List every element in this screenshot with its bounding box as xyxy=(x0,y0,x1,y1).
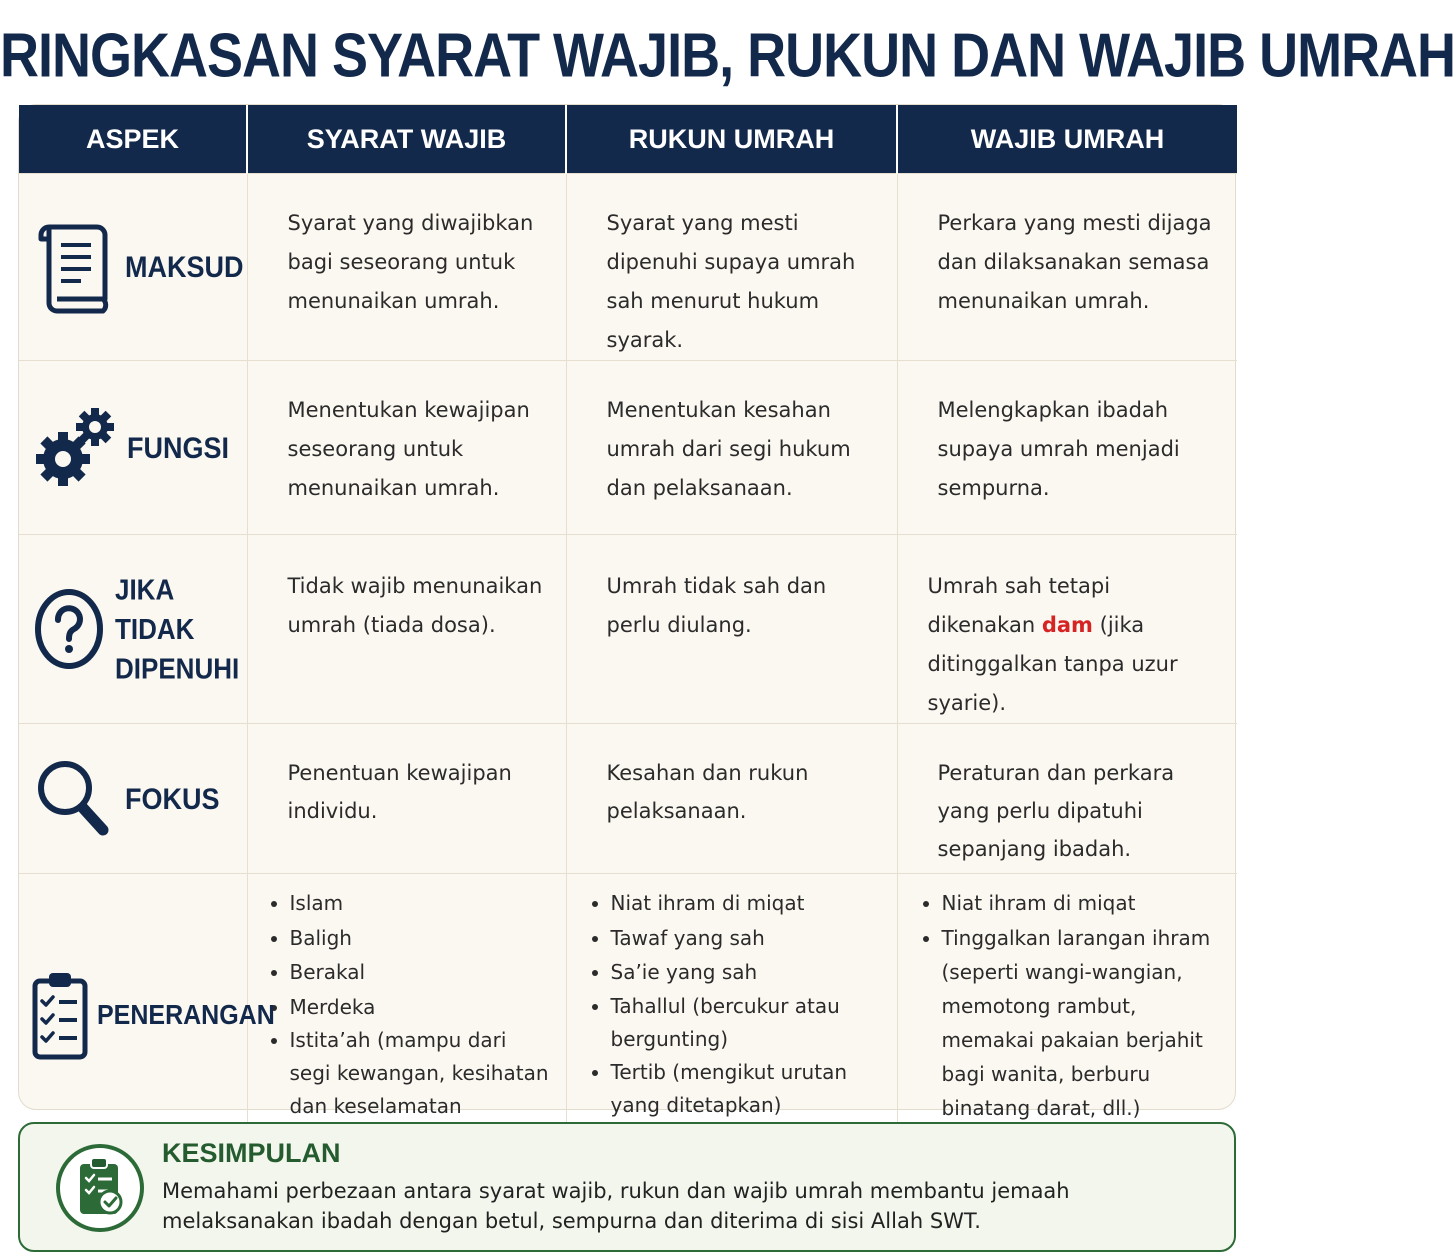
dam-highlight: dam xyxy=(1041,613,1093,637)
cell-fungsi-wajib: Melengkapkan ibadah supaya umrah menjadi sempurna. xyxy=(897,361,1237,535)
aspect-label-dipenuhi: DIPENUHI xyxy=(115,652,240,686)
cell-maksud-rukun: Syarat yang mesti dipenuhi supaya umrah sah menurut hukum syarak. xyxy=(566,174,897,361)
cell-jika-wajib-post: (jika ditinggalkan tanpa uzur syarie). xyxy=(927,613,1178,715)
table-row xyxy=(19,535,1237,724)
list-item: • Tawaf yang sah xyxy=(611,921,881,956)
clipboard-check-icon xyxy=(54,1138,146,1238)
list-rukun xyxy=(589,886,881,1122)
page-title: RINGKASAN SYARAT WAJIB, RUKUN DAN WAJIB UMRAH xyxy=(0,21,1455,91)
header-aspek: ASPEK xyxy=(19,105,247,174)
aspect-label-fokus: FOKUS xyxy=(125,782,220,815)
cell-fungsi-syarat: Menentukan kewajipan seseorang untuk menunaikan umrah. xyxy=(247,361,566,535)
list-item: • Sa’ie yang sah xyxy=(611,955,881,990)
list-item: • Baligh xyxy=(290,921,550,956)
list-item: • Niat ihram di miqat xyxy=(942,886,1222,921)
checklist-icon xyxy=(31,969,91,1061)
cell-maksud-syarat: Syarat yang diwajibkan bagi seseorang untuk menunaikan umrah. xyxy=(247,174,566,361)
list-item: • Niat ihram di miqat xyxy=(611,886,881,921)
cell-fungsi-rukun: Menentukan kesahan umrah dari segi hukum dan pelaksanaan. xyxy=(566,361,897,535)
table-row xyxy=(19,174,1237,361)
table-row xyxy=(19,724,1237,874)
list-wajib xyxy=(920,886,1222,1125)
conclusion-box xyxy=(18,1122,1236,1252)
cell-jika-wajib xyxy=(897,535,1237,724)
list-item: • Tahallul (bercukur atau bergunting) xyxy=(611,990,881,1056)
header-rukun-umrah: RUKUN UMRAH xyxy=(566,105,897,174)
aspect-label-fungsi: FUNGSI xyxy=(127,431,230,464)
list-item: • Tinggalkan larangan ihram (seperti wangi-wangian, memotong rambut, memakai pakaian berjahit bagi wanita, berburu binatang darat, dll.) xyxy=(942,921,1222,1125)
cell-fokus-wajib: Peraturan dan perkara yang perlu dipatuhi sepanjang ibadah. xyxy=(897,724,1237,874)
aspect-label-maksud: MAKSUD xyxy=(125,250,244,284)
table-row xyxy=(19,361,1237,535)
magnifier-icon xyxy=(35,756,115,842)
cell-jika-wajib-pre: Umrah sah tetapi dikenakan xyxy=(927,574,1111,637)
aspect-label-penerangan: PENERANGAN xyxy=(97,999,275,1031)
conclusion-title: KESIMPULAN xyxy=(162,1138,341,1168)
cell-jika-syarat: Tidak wajib menunaikan umrah (tiada dosa). xyxy=(247,535,566,724)
list-item: • Islam xyxy=(290,886,550,921)
cell-fokus-rukun: Kesahan dan rukun pelaksanaan. xyxy=(566,724,897,874)
list-syarat xyxy=(268,886,550,1156)
summary-table xyxy=(18,104,1236,1120)
cell-jika-rukun: Umrah tidak sah dan perlu diulang. xyxy=(566,535,897,724)
gears-icon xyxy=(35,403,117,493)
conclusion-text: Memahami perbezaan antara syarat wajib, rukun dan wajib umrah membantu jemaah melaksanakan ibadah dengan betul, sempurna dan diterima di sisi Allah SWT. xyxy=(162,1179,1070,1233)
table-header-row xyxy=(19,105,1237,174)
aspect-label-jika-tidak: JIKA TIDAK xyxy=(115,572,195,646)
header-syarat-wajib: SYARAT WAJIB xyxy=(247,105,566,174)
cell-fokus-syarat: Penentuan kewajipan individu. xyxy=(247,724,566,874)
list-item: • Berakal xyxy=(290,955,550,990)
table-row xyxy=(19,874,1237,1157)
header-wajib-umrah: WAJIB UMRAH xyxy=(897,105,1237,174)
list-item: • Merdeka xyxy=(290,990,550,1025)
list-item: • Tertib (mengikut urutan yang ditetapkan) xyxy=(611,1056,881,1122)
question-icon xyxy=(33,586,105,672)
list-item: • Istita’ah (mampu dari segi kewangan, kesihatan dan keselamatan xyxy=(290,1024,550,1156)
cell-maksud-wajib: Perkara yang mesti dijaga dan dilaksanakan semasa menunaikan umrah. xyxy=(897,174,1237,361)
scroll-icon xyxy=(35,219,115,315)
